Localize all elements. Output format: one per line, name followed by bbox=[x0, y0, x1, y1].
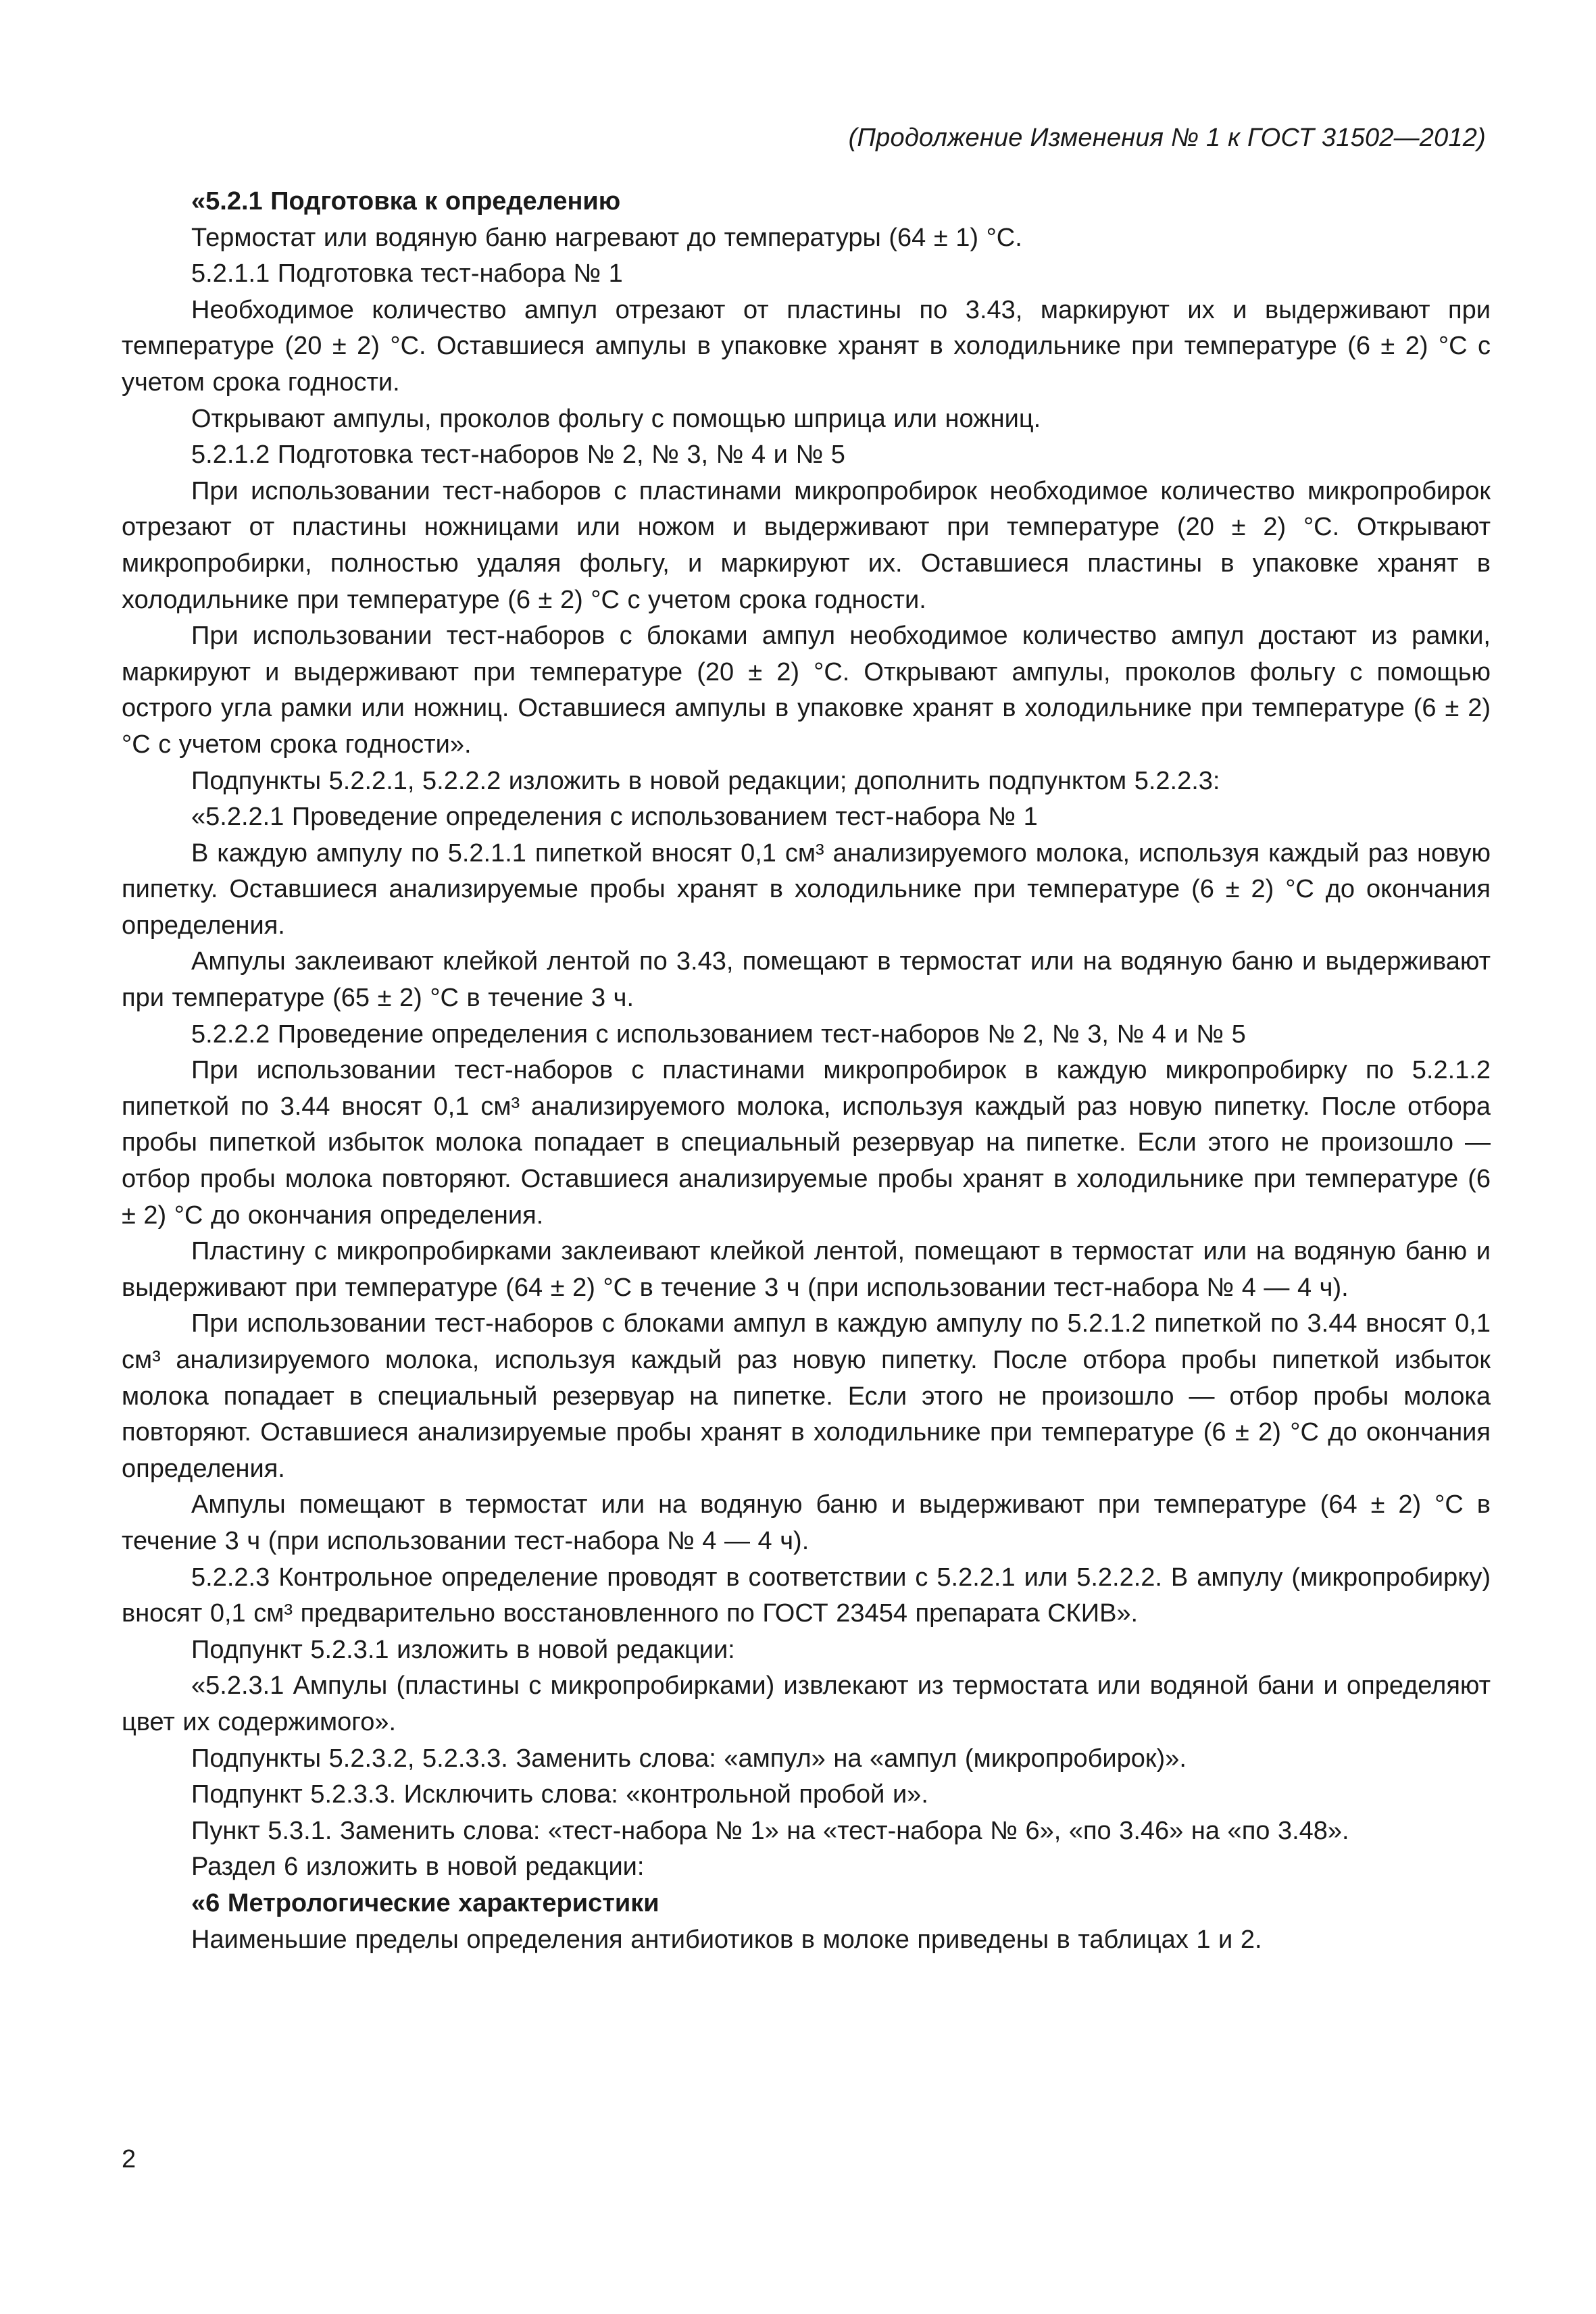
paragraph: Наименьшие пределы определения антибиотиков в молоке приведены в таблицах 1 и 2. bbox=[191, 1925, 1262, 1954]
subsection-heading-5-2-2-1: «5.2.2.1 Проведение определения с использованием тест-набора № 1 bbox=[191, 803, 1038, 832]
paragraph: При использовании тест-наборов с пластинами микропробирок в каждую микропробирку по 5.2.1.2 пипеткой по 3.44 вносят 0,1 см³ анализируемого молока, используя каждый раз новую пипетку. После отбора пробы пипеткой избыток молока попадает в специальный резервуар на пипетке. Если этого не произошло — отбор пробы молока повторяют. Оставшиеся анализируемые пробы хранят в холодильнике при температуре (6 ± 2) °С до окончания определения. bbox=[122, 1056, 1491, 1230]
subsection-heading-5-2-1-2: 5.2.1.2 Подготовка тест-наборов № 2, № 3, № 4 и № 5 bbox=[191, 441, 845, 470]
paragraph: «5.2.3.1 Ампулы (пластины с микропробирками) извлекают из термостата или водяной бани и определяют цвет их содержимого». bbox=[122, 1671, 1491, 1736]
paragraph: 5.2.2.3 Контрольное определение проводят в соответствии с 5.2.2.1 или 5.2.2.2. В ампулу (микропробирку) вносят 0,1 см³ предварительно восстановленного по ГОСТ 23454 препарата СКИВ». bbox=[122, 1563, 1491, 1628]
paragraph: Термостат или водяную баню нагревают до температуры (64 ± 1) °С. bbox=[191, 223, 1022, 252]
subsection-heading-5-2-2-2: 5.2.2.2 Проведение определения с использованием тест-наборов № 2, № 3, № 4 и № 5 bbox=[191, 1020, 1246, 1049]
subsection-heading-5-2-1-1: 5.2.1.1 Подготовка тест-набора № 1 bbox=[191, 259, 623, 288]
paragraph: Открывают ампулы, проколов фольгу с помощью шприца или ножниц. bbox=[191, 404, 1041, 433]
amendment-instruction: Подпункты 5.2.2.1, 5.2.2.2 изложить в новой редакции; дополнить подпунктом 5.2.2.3: bbox=[191, 766, 1220, 795]
running-head: (Продолжение Изменения № 1 к ГОСТ 31502—2012) bbox=[848, 124, 1486, 152]
paragraph: Пластину с микропробирками заклеивают клейкой лентой, помещают в термостат или на водяную баню и выдерживают при температуре (64 ± 2) °С в течение 3 ч (при использовании тест-набора № 4 — 4 ч). bbox=[122, 1237, 1491, 1302]
page-number: 2 bbox=[122, 2145, 136, 2173]
paragraph: Ампулы заклеивают клейкой лентой по 3.43, помещают в термостат или на водяную баню и выдерживают при температуре (65 ± 2) °С в течение 3 ч. bbox=[122, 947, 1491, 1013]
paragraph: Ампулы помещают в термостат или на водяную баню и выдерживают при температуре (64 ± 2) °С в течение 3 ч (при использовании тест-набора № 4 — 4 ч). bbox=[122, 1490, 1491, 1555]
paragraph: Необходимое количество ампул отрезают от пластины по 3.43, маркируют их и выдерживают при температуре (20 ± 2) °С. Оставшиеся ампулы в упаковке хранят в холодильнике при температуре (6 ± 2) °С с учетом срока годности. bbox=[122, 295, 1491, 397]
amendment-instruction: Пункт 5.3.1. Заменить слова: «тест-набора № 1» на «тест-набора № 6», «по 3.46» на «по 3.48». bbox=[191, 1816, 1349, 1845]
paragraph: В каждую ампулу по 5.2.1.1 пипеткой вносят 0,1 см³ анализируемого молока, используя каждый раз новую пипетку. Оставшиеся анализируемые пробы хранят в холодильнике при температуре (6 ± 2) °С до окончания определения. bbox=[122, 838, 1491, 940]
document-body bbox=[122, 184, 1491, 1958]
amendment-instruction: Подпункт 5.2.3.1 изложить в новой редакции: bbox=[191, 1635, 735, 1664]
section-heading-5-2-1: «5.2.1 Подготовка к определению bbox=[191, 187, 621, 216]
amendment-instruction: Подпункт 5.2.3.3. Исключить слова: «контрольной пробой и». bbox=[191, 1780, 928, 1809]
amendment-instruction: Подпункты 5.2.3.2, 5.2.3.3. Заменить слова: «ампул» на «ампул (микропробирок)». bbox=[191, 1744, 1187, 1773]
paragraph: При использовании тест-наборов с блоками ампул необходимое количество ампул достают из рамки, маркируют и выдерживают при температуре (20 ± 2) °С. Открывают ампулы, проколов фольгу с помощью острого угла рамки или ножниц. Оставшиеся ампулы в упаковке хранят в холодильнике при температуре (6 ± 2) °С с учетом срока годности». bbox=[122, 622, 1491, 759]
section-heading-6: «6 Метрологические характеристики bbox=[191, 1888, 659, 1917]
paragraph: При использовании тест-наборов с пластинами микропробирок необходимое количество микропробирок отрезают от пластины ножницами или ножом и выдерживают при температуре (20 ± 2) °С. Открывают микропробирки, полностью удаляя фольгу, и маркируют их. Оставшиеся пластины в упаковке хранят в холодильнике при температуре (6 ± 2) °С с учетом срока годности. bbox=[122, 476, 1491, 614]
paragraph: При использовании тест-наборов с блоками ампул в каждую ампулу по 5.2.1.2 пипеткой по 3.44 вносят 0,1 см³ анализируемого молока, используя каждый раз новую пипетку. После отбора пробы пипеткой избыток молока попадает в специальный резервуар на пипетке. Если этого не произошло — отбор пробы молока повторяют. Оставшиеся анализируемые пробы хранят в холодильнике при температуре (6 ± 2) °С до окончания определения. bbox=[122, 1309, 1491, 1483]
amendment-instruction: Раздел 6 изложить в новой редакции: bbox=[191, 1853, 645, 1882]
